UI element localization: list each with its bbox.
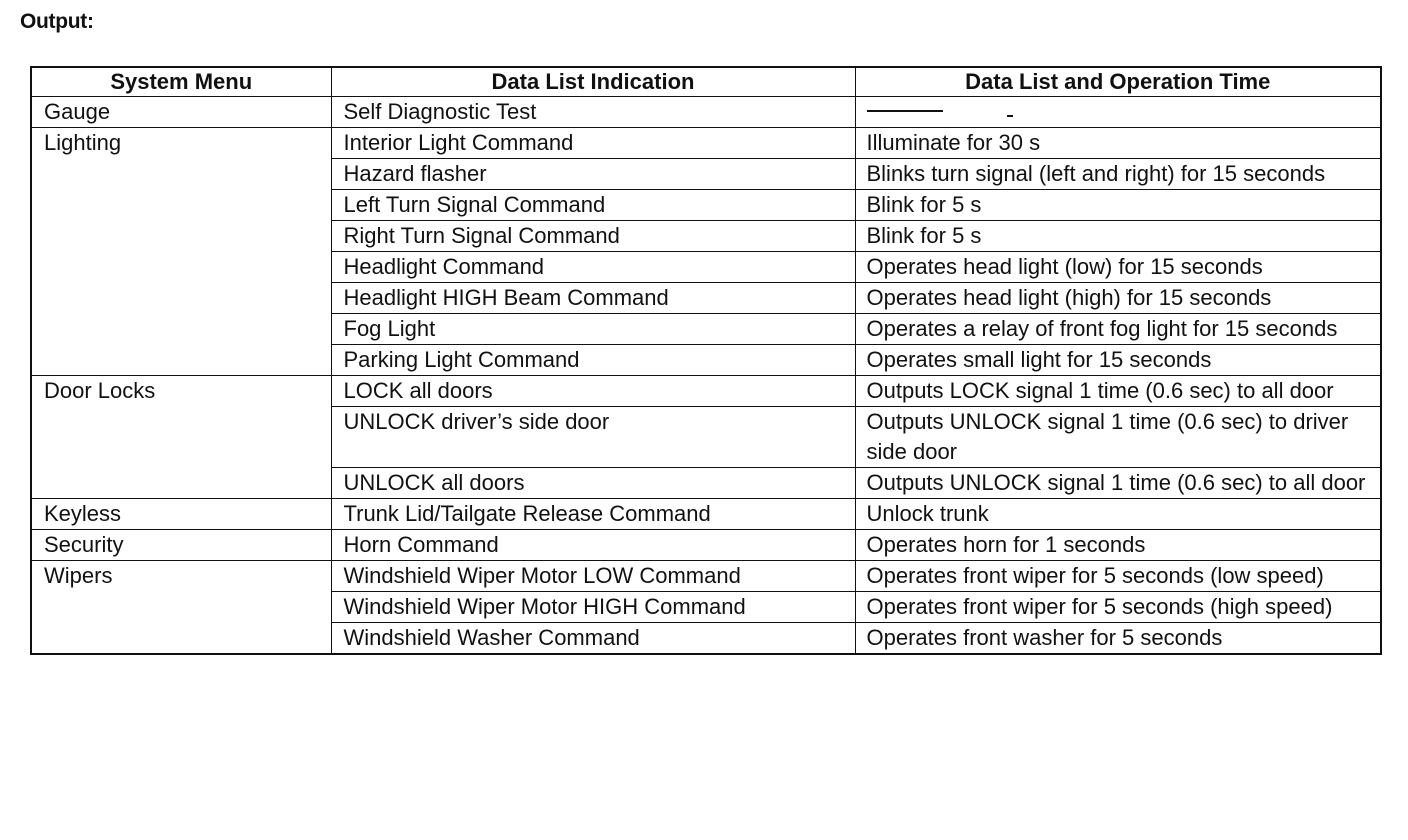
- indication-cell: Interior Light Command: [331, 128, 855, 159]
- operation-cell: Blink for 5 s: [855, 221, 1381, 252]
- system-menu-cell: Keyless: [31, 499, 331, 530]
- operation-cell: Unlock trunk: [855, 499, 1381, 530]
- operation-cell-empty: [855, 97, 1381, 128]
- table-row: [31, 376, 1381, 407]
- indication-cell: Windshield Wiper Motor HIGH Command: [331, 592, 855, 623]
- system-menu-cell: Gauge: [31, 97, 331, 128]
- operation-cell: Operates small light for 15 seconds: [855, 345, 1381, 376]
- header-data-list-indication: Data List Indication: [331, 67, 855, 97]
- table-row: [31, 128, 1381, 159]
- table-row: [31, 530, 1381, 561]
- operation-cell: Operates head light (high) for 15 seconds: [855, 283, 1381, 314]
- operation-cell: Operates front wiper for 5 seconds (low speed): [855, 561, 1381, 592]
- indication-cell: UNLOCK all doors: [331, 468, 855, 499]
- indication-cell: Parking Light Command: [331, 345, 855, 376]
- table-header-row: [31, 67, 1381, 97]
- page-heading: Output:: [20, 10, 94, 33]
- indication-cell: UNLOCK driver’s side door: [331, 407, 855, 468]
- system-menu-cell: Door Locks: [31, 376, 331, 499]
- header-operation-time: Data List and Operation Time: [855, 67, 1381, 97]
- output-table: [30, 66, 1382, 655]
- indication-cell: Windshield Washer Command: [331, 623, 855, 655]
- not-applicable-dash: [867, 110, 943, 112]
- indication-cell: Headlight Command: [331, 252, 855, 283]
- indication-cell: Horn Command: [331, 530, 855, 561]
- operation-cell: Illuminate for 30 s: [855, 128, 1381, 159]
- indication-cell: LOCK all doors: [331, 376, 855, 407]
- operation-cell: Outputs UNLOCK signal 1 time (0.6 sec) to all door: [855, 468, 1381, 499]
- table-row: [31, 499, 1381, 530]
- operation-cell: Operates horn for 1 seconds: [855, 530, 1381, 561]
- indication-cell: Windshield Wiper Motor LOW Command: [331, 561, 855, 592]
- operation-cell: Operates front wiper for 5 seconds (high speed): [855, 592, 1381, 623]
- indication-cell: Self Diagnostic Test: [331, 97, 855, 128]
- operation-cell: Blink for 5 s: [855, 190, 1381, 221]
- operation-cell: Operates front washer for 5 seconds: [855, 623, 1381, 655]
- table-row: [31, 561, 1381, 592]
- indication-cell: Hazard flasher: [331, 159, 855, 190]
- operation-cell: Operates head light (low) for 15 seconds: [855, 252, 1381, 283]
- indication-cell: Left Turn Signal Command: [331, 190, 855, 221]
- operation-cell: Outputs UNLOCK signal 1 time (0.6 sec) to driver side door: [855, 407, 1381, 468]
- mark-dot: [1007, 115, 1013, 117]
- indication-cell: Fog Light: [331, 314, 855, 345]
- indication-cell: Headlight HIGH Beam Command: [331, 283, 855, 314]
- indication-cell: Right Turn Signal Command: [331, 221, 855, 252]
- indication-cell: Trunk Lid/Tailgate Release Command: [331, 499, 855, 530]
- system-menu-cell: Lighting: [31, 128, 331, 376]
- operation-cell: Operates a relay of front fog light for 15 seconds: [855, 314, 1381, 345]
- operation-cell: Blinks turn signal (left and right) for 15 seconds: [855, 159, 1381, 190]
- table-row: [31, 97, 1381, 128]
- header-system-menu: System Menu: [31, 67, 331, 97]
- system-menu-cell: Security: [31, 530, 331, 561]
- system-menu-cell: Wipers: [31, 561, 331, 655]
- operation-cell: Outputs LOCK signal 1 time (0.6 sec) to all door: [855, 376, 1381, 407]
